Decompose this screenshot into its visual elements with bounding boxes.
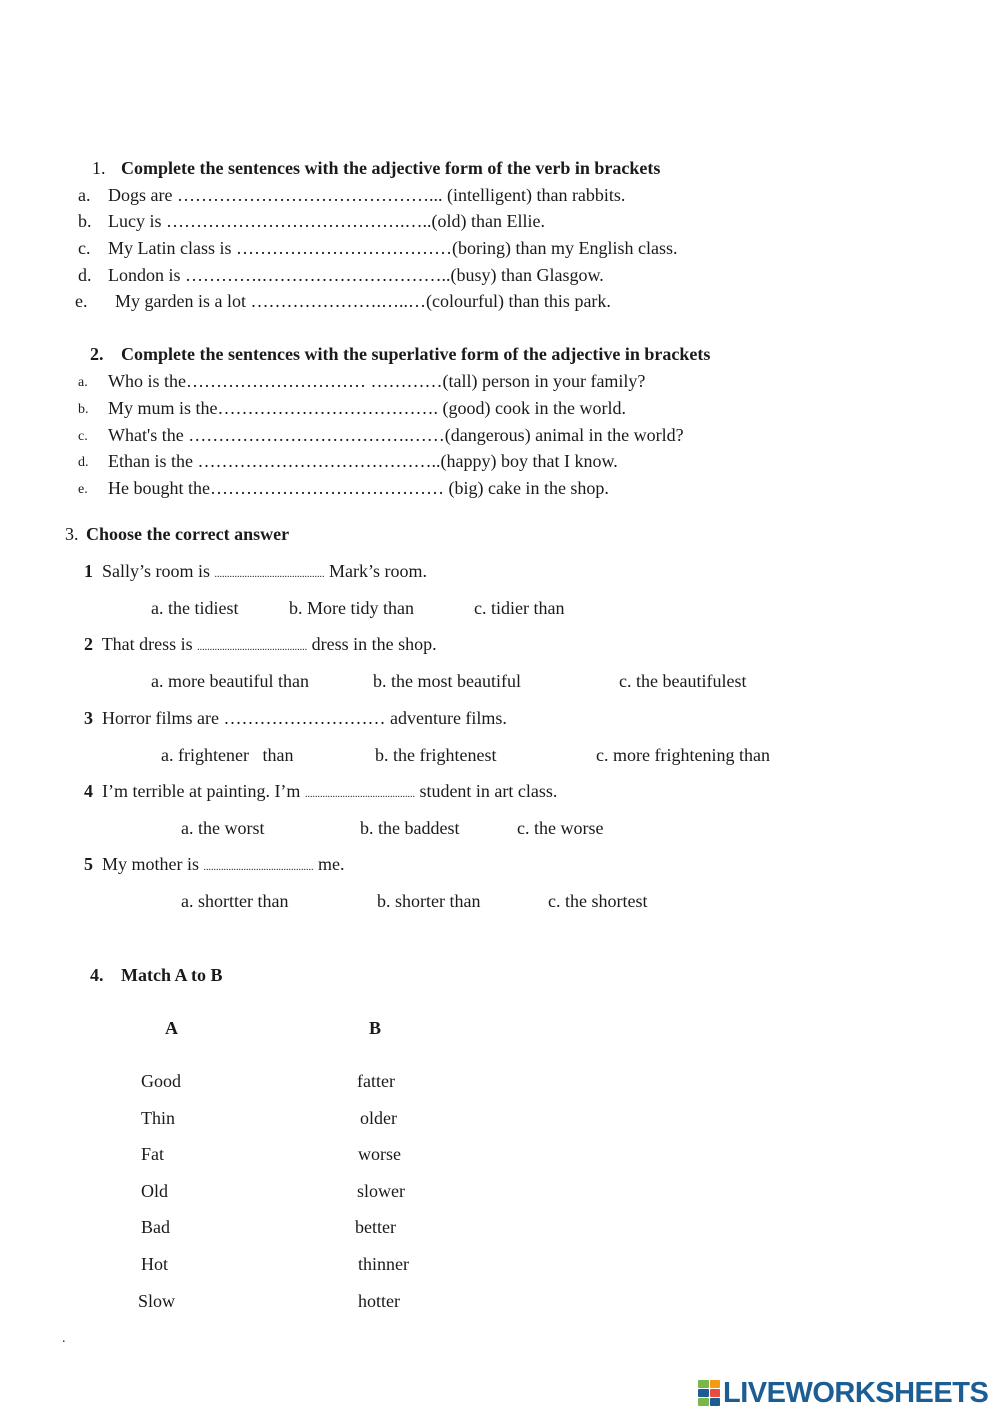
column-b-header: B: [369, 1018, 382, 1038]
match-b-item: fatter: [357, 1071, 395, 1091]
q5-option-b: b. shorter than: [377, 891, 481, 911]
q4-option-a: a. the worst: [181, 818, 265, 838]
match-a-item: Old: [141, 1181, 168, 1201]
q4-option-c: c. the worse: [517, 818, 604, 838]
stray-mark: .: [62, 1331, 66, 1346]
section4-number: 4.: [90, 965, 104, 985]
section2-letter-a: a.: [78, 375, 88, 390]
question-text-before: Horror films are: [102, 708, 219, 728]
question-text-after: adventure films.: [389, 708, 507, 728]
match-b-item: better: [355, 1217, 396, 1237]
q1-option-a: a. the tidiest: [151, 598, 239, 618]
match-b-item: worse: [358, 1144, 401, 1164]
question-text-before: My mother is: [102, 854, 199, 874]
section2-letter-d: d.: [78, 455, 89, 470]
question-text-after: Mark’s room.: [329, 561, 428, 581]
match-a-item: Bad: [141, 1217, 170, 1237]
question-number: 5: [84, 854, 93, 874]
match-b-item: thinner: [358, 1254, 409, 1274]
answer-blank: ............................................: [197, 642, 308, 653]
question-text-before: That dress is: [101, 634, 193, 654]
answer-blank: ............................................: [214, 569, 325, 580]
column-a-header: A: [165, 1018, 178, 1038]
q2-option-b: b. the most beautiful: [373, 671, 521, 691]
liveworksheets-logo: [698, 1376, 988, 1410]
match-b-item: hotter: [358, 1291, 400, 1311]
q3-option-b: b. the frightenest: [375, 745, 497, 765]
q1-option-c: c. tidier than: [474, 598, 565, 618]
section1-letter-d: d.: [78, 265, 92, 285]
q2-option-c: c. the beautifulest: [619, 671, 747, 691]
section2-item-a: Who is the………………………… …………(tall) person in your family?: [108, 371, 646, 391]
question-1: [84, 560, 427, 586]
logo-text: LIVEWORKSHEETS: [723, 1376, 989, 1409]
section1-item-b: Lucy is ………………………………….…..(old) than Ellie.: [108, 211, 545, 231]
section2-item-d: Ethan is the …………………………………..(happy) boy that I know.: [108, 451, 618, 471]
section1-item-e: My garden is a lot ………………….…..…(colourful) than this park.: [115, 291, 611, 311]
question-2: [84, 633, 437, 659]
match-a-item: Slow: [138, 1291, 176, 1311]
question-text-after: dress in the shop.: [311, 634, 437, 654]
match-a-item: Good: [141, 1071, 181, 1091]
q1-option-b: b. More tidy than: [289, 598, 414, 618]
question-4: [84, 780, 557, 806]
question-number: 3: [84, 708, 93, 728]
section2-letter-c: c.: [78, 429, 88, 444]
section2-letter-e: e.: [78, 482, 88, 497]
question-text-before: Sally’s room is: [102, 561, 211, 581]
section1-letter-b: b.: [78, 211, 92, 231]
match-b-item: older: [360, 1108, 397, 1128]
question-text-after: me.: [318, 854, 345, 874]
section1-title: Complete the sentences with the adjective form of the verb in brackets: [121, 158, 661, 178]
q3-option-a: a. frightener than: [161, 745, 294, 765]
section2-item-b: My mum is the………………………………. (good) cook in the world.: [108, 398, 626, 418]
question-number: 2: [84, 634, 93, 654]
section1-item-c: My Latin class is ………………………………(boring) than my English class.: [108, 238, 678, 258]
q5-option-c: c. the shortest: [548, 891, 648, 911]
q3-option-c: c. more frightening than: [596, 745, 770, 765]
match-b-item: slower: [357, 1181, 405, 1201]
section3-number: 3.: [65, 524, 79, 544]
question-3: [84, 707, 507, 729]
question-text-after: student in art class.: [419, 781, 558, 801]
section4-title: Match A to B: [121, 965, 223, 985]
section2-item-c: What's the ……………………………….……(dangerous) animal in the world?: [108, 425, 684, 445]
q5-option-a: a. shortter than: [181, 891, 289, 911]
section1-letter-a: a.: [78, 185, 91, 205]
section3-title: Choose the correct answer: [86, 524, 290, 544]
question-number: 1: [84, 561, 93, 581]
section1-number: 1.: [92, 158, 106, 178]
section1-letter-e: e.: [75, 291, 88, 311]
match-a-item: Hot: [141, 1254, 168, 1274]
question-text-before: I’m terrible at painting. I’m: [102, 781, 301, 801]
answer-blank: ………………………: [223, 708, 386, 728]
match-a-item: Fat: [141, 1144, 165, 1164]
answer-blank: ............................................: [203, 862, 314, 873]
section2-letter-b: b.: [78, 402, 89, 417]
q4-option-b: b. the baddest: [360, 818, 460, 838]
section1-letter-c: c.: [78, 238, 91, 258]
question-number: 4: [84, 781, 93, 801]
section2-item-e: He bought the………………………………… (big) cake in the shop.: [108, 478, 609, 498]
match-a-item: Thin: [141, 1108, 175, 1128]
section1-item-a: Dogs are ……………………………………... (intelligent) than rabbits.: [108, 185, 626, 205]
section2-number: 2.: [90, 344, 104, 364]
logo-mark-icon: [698, 1380, 720, 1406]
question-5: [84, 853, 345, 879]
q2-option-a: a. more beautiful than: [151, 671, 309, 691]
answer-blank: ............................................: [304, 789, 415, 800]
section1-item-d: London is ………….…………………………..(busy) than Glasgow.: [108, 265, 604, 285]
section2-title: Complete the sentences with the superlative form of the adjective in brackets: [121, 344, 711, 364]
